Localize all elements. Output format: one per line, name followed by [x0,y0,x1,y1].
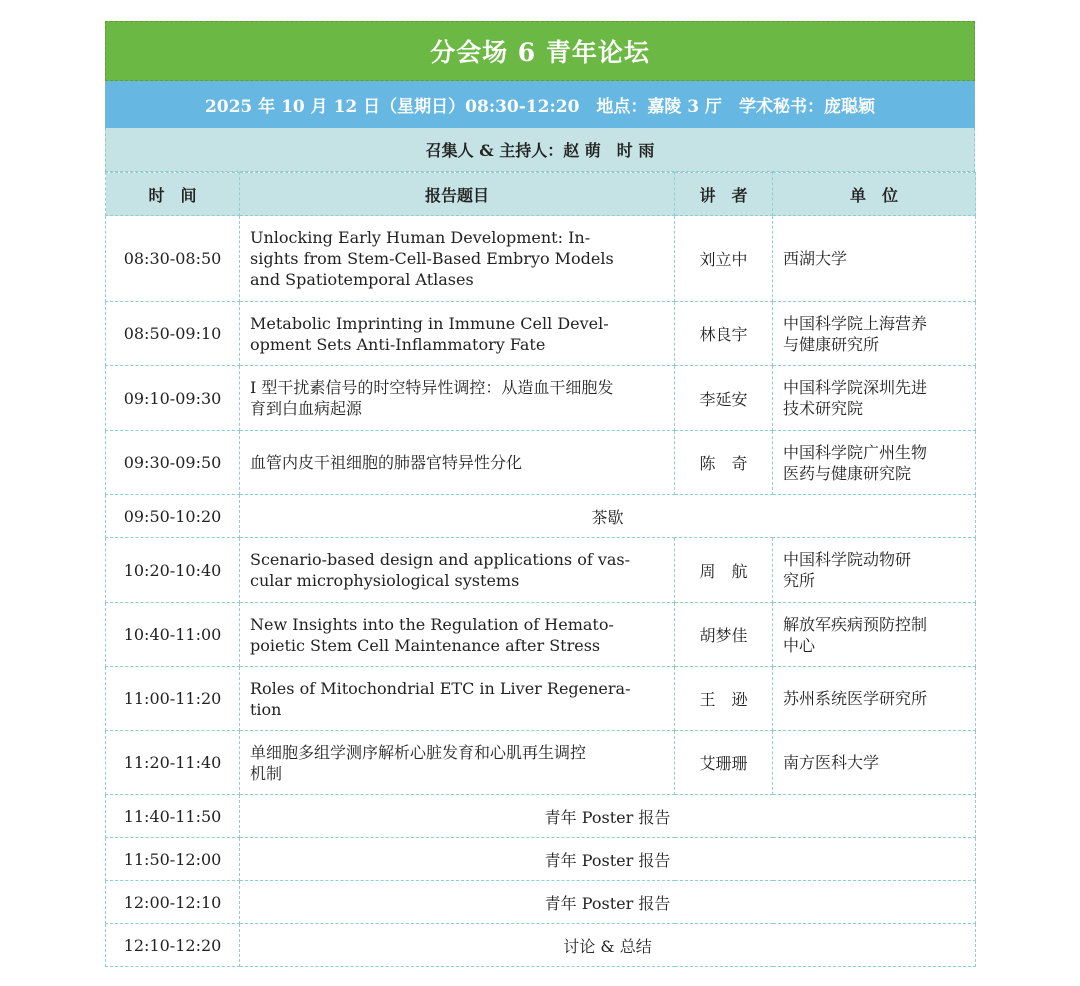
header-row [106,173,976,216]
time-cell: 09:30-09:50 [106,431,240,495]
speaker-cell: 胡梦佳 [675,603,773,667]
table-row [106,366,976,431]
topic-cell: Roles of Mitochondrial ETC in Liver Regenera- tion [240,667,675,731]
table-row [106,838,976,881]
topic-cell: New Insights into the Regulation of Hemato- poietic Stem Cell Maintenance after Stress [240,603,675,667]
time-cell: 12:10-12:20 [106,924,240,967]
header-topic: 报告题目 [240,173,675,216]
speaker-cell: 李延安 [675,366,773,431]
time-cell: 09:10-09:30 [106,366,240,431]
table-row [106,495,976,538]
table-row [106,302,976,366]
break-cell: 青年 Poster 报告 [240,838,976,881]
speaker-cell: 王 逊 [675,667,773,731]
time-cell: 11:20-11:40 [106,731,240,795]
unit-cell: 解放军疾病预防控制 中心 [773,603,976,667]
break-cell: 茶歇 [240,495,976,538]
time-cell: 08:50-09:10 [106,302,240,366]
table-row [106,881,976,924]
session-schedule [105,21,975,967]
table-row [106,603,976,667]
convener-text: 召集人 & 主持人：赵 萌 时 雨 [425,141,655,160]
table-row [106,538,976,603]
unit-cell: 南方医科大学 [773,731,976,795]
table-row [106,431,976,495]
topic-cell: 血管内皮干祖细胞的肺器官特异性分化 [240,431,675,495]
table-row [106,731,976,795]
table-row [106,216,976,302]
time-cell: 10:20-10:40 [106,538,240,603]
unit-cell: 中国科学院广州生物 医药与健康研究院 [773,431,976,495]
unit-cell: 中国科学院深圳先进 技术研究院 [773,366,976,431]
time-cell: 08:30-08:50 [106,216,240,302]
topic-cell: Metabolic Imprinting in Immune Cell Devel- opment Sets Anti-Inflammatory Fate [240,302,675,366]
time-cell: 11:40-11:50 [106,795,240,838]
speaker-cell: 刘立中 [675,216,773,302]
time-cell: 09:50-10:20 [106,495,240,538]
unit-cell: 中国科学院上海营养 与健康研究所 [773,302,976,366]
info-bar [105,81,975,128]
header-speaker: 讲 者 [675,173,773,216]
table-row [106,795,976,838]
time-cell: 12:00-12:10 [106,881,240,924]
speaker-cell: 林良宇 [675,302,773,366]
time-cell: 11:00-11:20 [106,667,240,731]
time-cell: 10:40-11:00 [106,603,240,667]
table-row [106,667,976,731]
speaker-cell: 周 航 [675,538,773,603]
table-row [106,924,976,967]
unit-cell: 苏州系统医学研究所 [773,667,976,731]
speaker-cell: 艾珊珊 [675,731,773,795]
header-unit: 单 位 [773,173,976,216]
unit-cell: 中国科学院动物研 究所 [773,538,976,603]
title-bar [105,21,975,81]
unit-cell: 西湖大学 [773,216,976,302]
session-info: 2025 年 10 月 12 日（星期日）08:30-12:20 地点：嘉陵 3 厅 学术秘书：庞聪颖 [204,97,876,117]
break-cell: 青年 Poster 报告 [240,795,976,838]
topic-cell: 单细胞多组学测序解析心脏发育和心肌再生调控 机制 [240,731,675,795]
topic-cell: I 型干扰素信号的时空特异性调控：从造血干细胞发 育到白血病起源 [240,366,675,431]
header-time: 时 间 [106,173,240,216]
topic-cell: Unlocking Early Human Development: In- sights from Stem-Cell-Based Embryo Models and Spatiotemporal Atlases [240,216,675,302]
schedule-table [105,172,976,967]
convener-bar [105,128,975,172]
break-cell: 讨论 & 总结 [240,924,976,967]
topic-cell: Scenario-based design and applications of vas- cular microphysiological systems [240,538,675,603]
time-cell: 11:50-12:00 [106,838,240,881]
session-title: 分会场 6 青年论坛 [430,38,650,67]
break-cell: 青年 Poster 报告 [240,881,976,924]
speaker-cell: 陈 奇 [675,431,773,495]
